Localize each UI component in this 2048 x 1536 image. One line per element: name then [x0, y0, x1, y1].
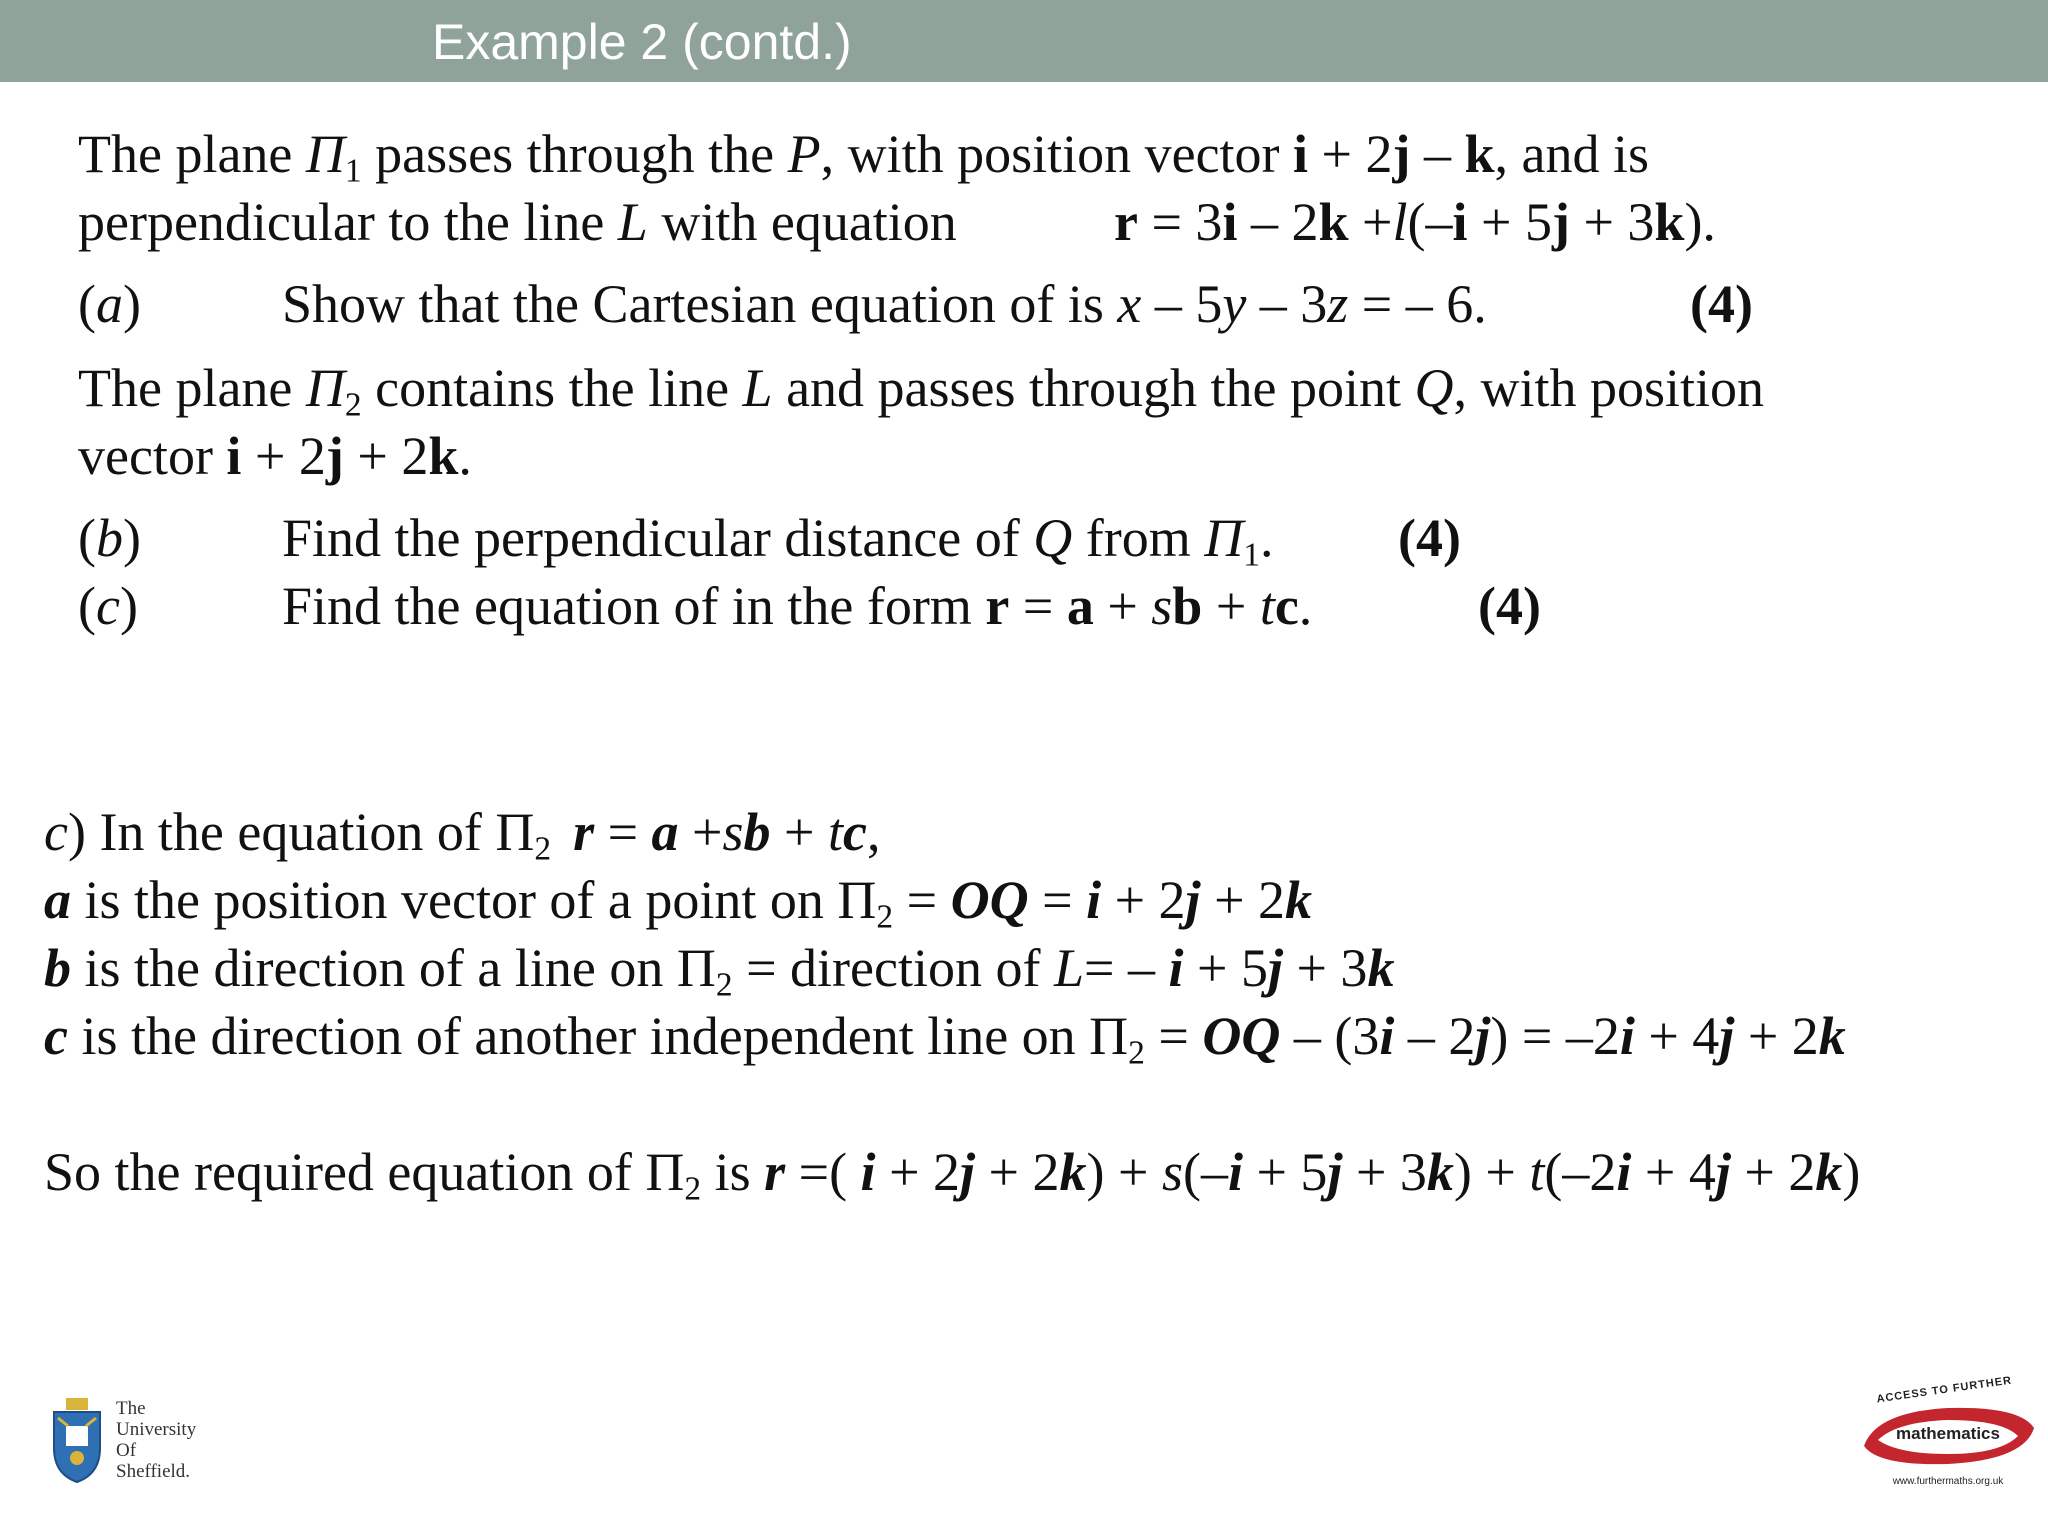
- solution-line-2: a is the position vector of a point on $\Pi_2$ = OQ = i + 2j + 2k: [44, 870, 1313, 936]
- part-b-marks: (4): [1398, 508, 1461, 568]
- part-b-text: Find the perpendicular distance of Q from $\Pi_1$.: [282, 508, 1274, 574]
- part-a-text: Show that the Cartesian equation of is x – 5y – 3z = – 6.: [282, 274, 1487, 334]
- solution-line-5: So the required equation of $\Pi_2$ is r =( i + 2j + 2k) + s(–i + 5j + 3k) + t(–2i + 4j + 2k): [44, 1142, 1861, 1208]
- atfm-url: www.furthermaths.org.uk: [1892, 1476, 2004, 1487]
- university-crest-icon: [48, 1396, 106, 1484]
- university-name: The University Of Sheffield.: [116, 1398, 197, 1482]
- university-of-sheffield-logo: [44, 1392, 204, 1496]
- part-c-label: (c): [78, 576, 138, 636]
- line-l-equation: r = 3i – 2k +l(–i + 5j + 3k).: [1114, 192, 1716, 252]
- question-line-4: The plane $\Pi_2$ contains the line L and passes through the point Q, with position: [78, 358, 1765, 424]
- question-line-5: vector i + 2j + 2k.: [78, 426, 472, 486]
- part-c-marks: (4): [1478, 576, 1541, 636]
- part-a-marks: (4): [1690, 274, 1753, 334]
- slide-title: Example 2 (contd.): [432, 14, 852, 70]
- title-bar: [0, 0, 2048, 82]
- part-b-label: (b): [78, 508, 141, 568]
- solution-line-3: b is the direction of a line on $\Pi_2$ = direction of L= – i + 5j + 3k: [44, 938, 1395, 1004]
- part-c-text: Find the equation of in the form r = a + sb + tc.: [282, 576, 1313, 636]
- access-further-maths-logo: [1856, 1374, 2040, 1494]
- atfm-top-text: ACCESS TO FURTHER: [1875, 1374, 2013, 1406]
- solution-line-4: c is the direction of another independent line on $\Pi_2$ = OQ – (3i – 2j) = –2i + 4j + 2k: [44, 1006, 1846, 1072]
- question-line-1: The plane $\Pi_1$ passes through the P, with position vector i + 2j – k, and is: [78, 124, 1650, 190]
- question-line-2: perpendicular to the line L with equation: [78, 192, 957, 252]
- atfm-wordmark: mathematics: [1896, 1424, 2000, 1443]
- part-a-label: (a): [78, 274, 141, 334]
- solution-line-1: c) In the equation of $\Pi_2$ r = a +sb + tc,: [44, 802, 881, 868]
